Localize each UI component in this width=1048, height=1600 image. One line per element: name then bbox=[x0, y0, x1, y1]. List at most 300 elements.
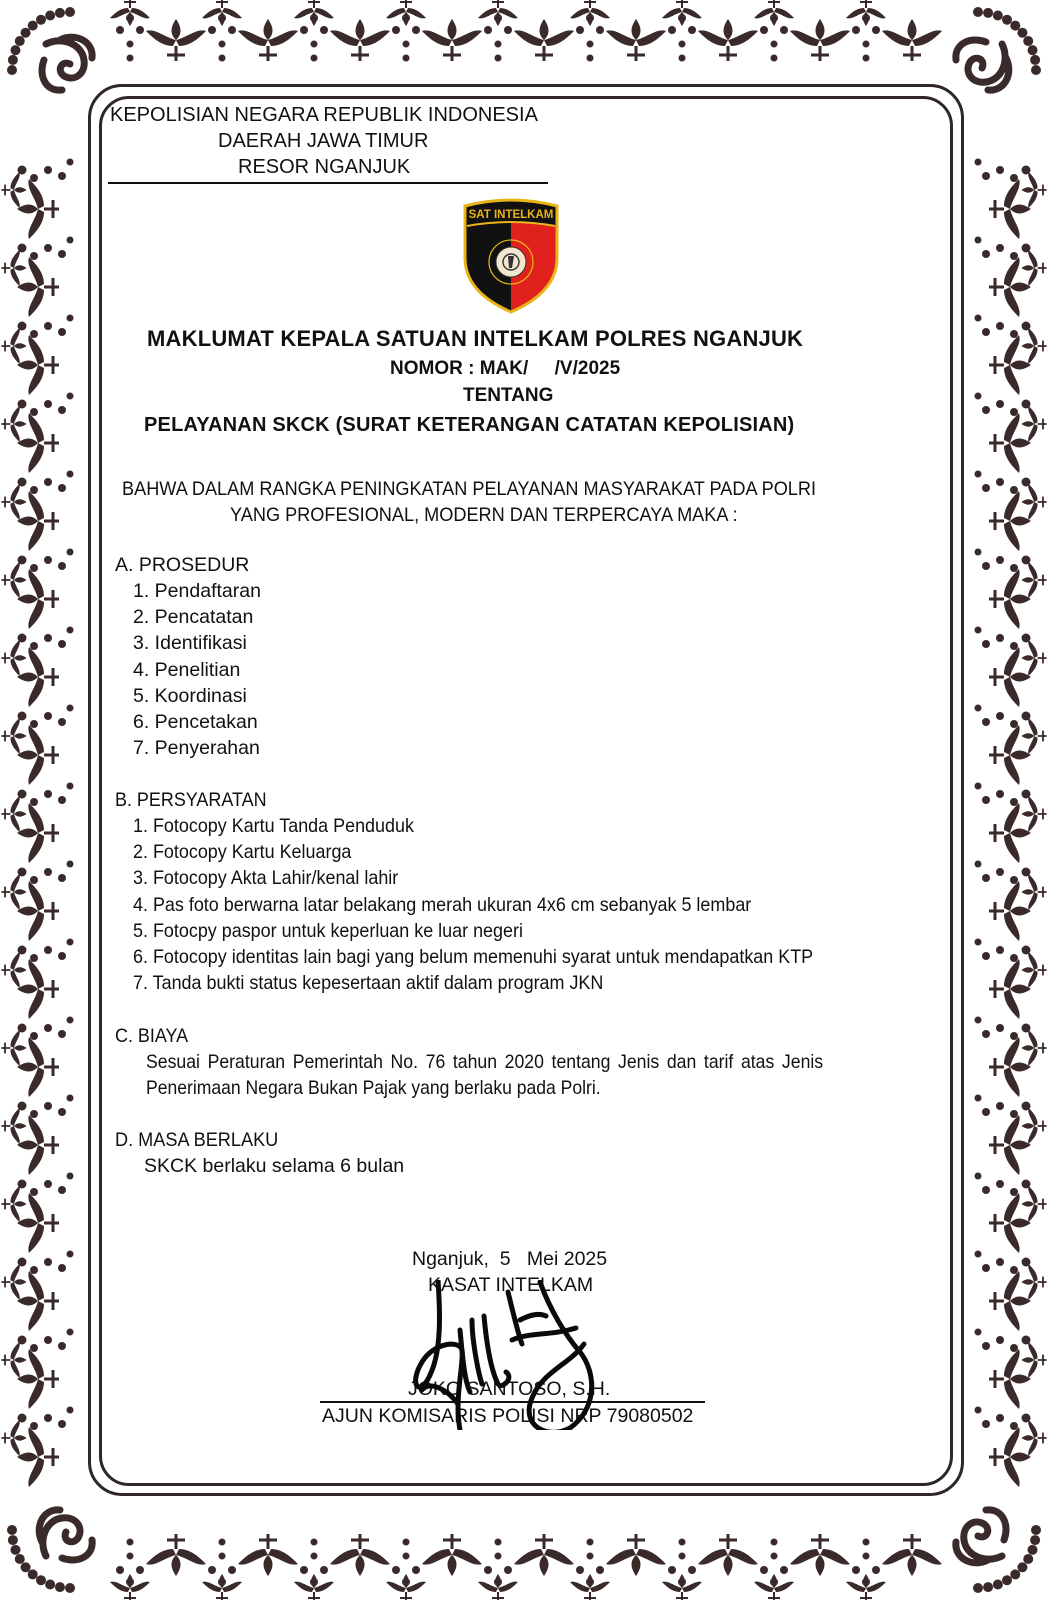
ornament-dot bbox=[596, 26, 604, 34]
list-item: 4. Penelitian bbox=[133, 658, 241, 681]
ornament-flourish-icon bbox=[989, 1193, 1031, 1253]
ornament-dot bbox=[576, 1566, 584, 1574]
ornament-dot bbox=[587, 55, 594, 62]
ornament-flourish-icon bbox=[662, 0, 702, 26]
ornament-flourish-icon bbox=[478, 1574, 518, 1600]
list-item: 6. Pencetakan bbox=[133, 711, 258, 734]
ornament-dot bbox=[403, 1539, 410, 1546]
list-item: 7. Penyerahan bbox=[133, 737, 260, 760]
ornament-flourish-icon bbox=[754, 0, 794, 26]
ornament-dot bbox=[975, 393, 982, 400]
ornament-flourish-icon bbox=[17, 725, 59, 785]
ornament-dot bbox=[982, 172, 990, 180]
ornament-dot bbox=[44, 322, 52, 330]
ornament-dot bbox=[58, 484, 66, 492]
logo-label: SAT INTELKAM bbox=[468, 209, 554, 221]
ornament-dot bbox=[58, 1186, 66, 1194]
ornament-dot bbox=[219, 1539, 226, 1546]
signatory-name: JOKO SANTOSO, S.H. bbox=[408, 1378, 611, 1400]
ornament-flourish-icon bbox=[1, 1342, 26, 1378]
ornament-dot bbox=[1010, 954, 1018, 962]
ornament-dot bbox=[67, 1329, 74, 1336]
ornament-flourish-icon bbox=[846, 1574, 886, 1600]
biaya-text-line-2: Penerimaan Negara Bukan Pajak yang berlaku pada Polri. bbox=[146, 1077, 601, 1099]
ornament-dot bbox=[44, 1102, 52, 1110]
ornament-dot bbox=[30, 486, 38, 494]
section-heading: C. BIAYA bbox=[115, 1025, 189, 1047]
ornament-flourish-icon bbox=[17, 1115, 59, 1175]
handwritten-signature bbox=[400, 1280, 630, 1430]
ornament-flourish-icon bbox=[1021, 1420, 1046, 1456]
ornament-dot bbox=[67, 1407, 74, 1414]
list-item: 3. Identifikasi bbox=[133, 632, 247, 655]
ornament-dot bbox=[58, 1108, 66, 1116]
ornament-flourish-icon bbox=[989, 179, 1031, 239]
ornament-dot bbox=[484, 26, 492, 34]
ornament-flourish-icon bbox=[478, 0, 518, 26]
ornament-dot bbox=[1031, 65, 1041, 75]
ornament-flourish-icon bbox=[514, 1534, 574, 1576]
ornament-flourish-icon bbox=[1, 1030, 26, 1066]
ornament-dot bbox=[30, 642, 38, 650]
letterhead-region: DAERAH JAWA TIMUR bbox=[218, 130, 429, 152]
ornament-dot bbox=[403, 1553, 410, 1560]
ornament-dot bbox=[30, 798, 38, 806]
letterhead-underline bbox=[108, 182, 548, 184]
ornament-dot bbox=[127, 55, 134, 62]
ornament-dot bbox=[975, 471, 982, 478]
ornament-dot bbox=[982, 640, 990, 648]
ornament-dot bbox=[412, 26, 420, 34]
ornament-flourish-icon bbox=[422, 19, 482, 61]
ornament-dot bbox=[1010, 21, 1020, 31]
ornament-flourish-icon bbox=[989, 491, 1031, 551]
ornament-dot bbox=[67, 315, 74, 322]
ornament-dot bbox=[1010, 564, 1018, 572]
ornament-dot bbox=[863, 41, 870, 48]
ornament-dot bbox=[44, 556, 52, 564]
ornament-dot bbox=[311, 41, 318, 48]
ornament-dot bbox=[975, 861, 982, 868]
ornament-flourish-icon bbox=[1, 1186, 26, 1222]
ornament-dot bbox=[30, 330, 38, 338]
ornament-dot bbox=[996, 478, 1004, 486]
ornament-flourish-icon bbox=[1, 874, 26, 910]
ornament-dot bbox=[45, 10, 55, 20]
ornament-flourish-icon bbox=[1021, 1186, 1046, 1222]
ornament-dot bbox=[44, 1414, 52, 1422]
ornament-dot bbox=[21, 28, 31, 38]
ornament-dot bbox=[975, 1017, 982, 1024]
ornament-flourish-icon bbox=[17, 1193, 59, 1253]
place-date: Nganjuk, 5 Mei 2025 bbox=[412, 1248, 608, 1270]
ornament-dot bbox=[58, 874, 66, 882]
ornament-dot bbox=[982, 1342, 990, 1350]
ornament-flourish-icon bbox=[1021, 874, 1046, 910]
ornament-dot bbox=[58, 562, 66, 570]
ornament-dot bbox=[983, 1582, 993, 1592]
ornament-flourish-icon bbox=[989, 1271, 1031, 1331]
ornament-dot bbox=[58, 406, 66, 414]
ornament-dot bbox=[760, 1566, 768, 1574]
ornament-dot bbox=[996, 790, 1004, 798]
ornament-dot bbox=[67, 939, 74, 946]
ornament-flourish-icon bbox=[1021, 796, 1046, 832]
ornament-flourish-icon bbox=[1021, 718, 1046, 754]
ornament-dot bbox=[44, 712, 52, 720]
ornament-flourish-icon bbox=[17, 647, 59, 707]
preamble-line-2: YANG PROFESIONAL, MODERN DAN TERPERCAYA MAKA : bbox=[230, 504, 738, 526]
ornament-flourish-icon bbox=[17, 569, 59, 629]
ornament-dot bbox=[975, 939, 982, 946]
prosedur-list bbox=[133, 578, 261, 761]
ornament-flourish-icon bbox=[790, 19, 850, 61]
ornament-flourish-icon bbox=[17, 959, 59, 1019]
ornament-dot bbox=[1002, 1575, 1012, 1585]
ornament-dot bbox=[1023, 36, 1033, 46]
ornament-dot bbox=[30, 174, 38, 182]
ornament-flourish-icon bbox=[882, 19, 942, 61]
ornament-dot bbox=[1010, 1110, 1018, 1118]
ornament-dot bbox=[10, 45, 20, 55]
ornament-flourish-icon bbox=[1, 1264, 26, 1300]
ornament-dot bbox=[1017, 28, 1027, 38]
ornament-dot bbox=[982, 952, 990, 960]
ornament-dot bbox=[852, 26, 860, 34]
ornament-dot bbox=[975, 159, 982, 166]
ornament-dot bbox=[688, 1566, 696, 1574]
ornament-flourish-icon bbox=[17, 881, 59, 941]
ornament-dot bbox=[679, 41, 686, 48]
section-heading: D. MASA BERLAKU bbox=[115, 1129, 279, 1151]
ornament-dot bbox=[504, 1566, 512, 1574]
ornament-dot bbox=[587, 1553, 594, 1560]
ornament-dot bbox=[44, 634, 52, 642]
ornament-flourish-icon bbox=[1, 250, 26, 286]
ornament-dot bbox=[996, 556, 1004, 564]
ornament-dot bbox=[58, 796, 66, 804]
ornament-dot bbox=[996, 1024, 1004, 1032]
list-item: 3. Fotocopy Akta Lahir/kenal lahir bbox=[133, 867, 399, 890]
ornament-dot bbox=[973, 1583, 983, 1593]
ornament-dot bbox=[58, 640, 66, 648]
ornament-dot bbox=[975, 549, 982, 556]
ornament-dot bbox=[495, 55, 502, 62]
ornament-flourish-icon bbox=[1021, 484, 1046, 520]
ornament-dot bbox=[58, 718, 66, 726]
ornament-flourish-icon bbox=[1021, 640, 1046, 676]
ornament-flourish-icon bbox=[17, 179, 59, 239]
ornament-dot bbox=[228, 26, 236, 34]
ornament-dot bbox=[982, 562, 990, 570]
ornament-dot bbox=[982, 250, 990, 258]
ornament-dot bbox=[771, 55, 778, 62]
ornament-dot bbox=[219, 41, 226, 48]
ornament-dot bbox=[44, 1180, 52, 1188]
ornament-flourish-icon bbox=[386, 0, 426, 26]
ornament-dot bbox=[28, 21, 38, 31]
ornament-flourish-icon bbox=[1021, 250, 1046, 286]
ornament-dot bbox=[15, 36, 25, 46]
list-item: 1. Fotocopy Kartu Tanda Penduduk bbox=[133, 815, 414, 837]
ornament-dot bbox=[1010, 1422, 1018, 1430]
ornament-dot bbox=[67, 1095, 74, 1102]
ornament-dot bbox=[219, 1553, 226, 1560]
ornament-flourish-icon bbox=[17, 1427, 59, 1487]
ornament-dot bbox=[1010, 1266, 1018, 1274]
ornament-dot bbox=[228, 1566, 236, 1574]
ornament-dot bbox=[982, 796, 990, 804]
ornament-dot bbox=[311, 1539, 318, 1546]
list-item: 5. Fotocpy paspor untuk keperluan ke luar negeri bbox=[133, 919, 523, 942]
list-item: 6. Fotocopy identitas lain bagi yang belum memenuhi syarat untuk mendapatkan KTP bbox=[133, 946, 814, 969]
ornament-dot bbox=[1010, 252, 1018, 260]
list-item: 2. Fotocopy Kartu Keluarga bbox=[133, 841, 352, 864]
ornament-dot bbox=[30, 408, 38, 416]
ornament-dot bbox=[587, 1539, 594, 1546]
ornament-dot bbox=[127, 1553, 134, 1560]
ornament-flourish-icon bbox=[146, 19, 206, 61]
ornament-dot bbox=[975, 1095, 982, 1102]
ornament-flourish-icon bbox=[1, 172, 26, 208]
document-number: NOMOR : MAK/ /V/2025 bbox=[390, 358, 621, 379]
ornament-dot bbox=[67, 549, 74, 556]
ornament-dot bbox=[771, 1539, 778, 1546]
ornament-dot bbox=[1028, 1545, 1038, 1555]
ornament-dot bbox=[1030, 1535, 1040, 1545]
ornament-dot bbox=[208, 26, 216, 34]
ornament-dot bbox=[982, 1264, 990, 1272]
ornament-dot bbox=[996, 712, 1004, 720]
ornament-flourish-icon bbox=[754, 1574, 794, 1600]
persyaratan-list bbox=[133, 813, 813, 996]
ornament-dot bbox=[10, 1545, 20, 1555]
ornament-dot bbox=[58, 1264, 66, 1272]
signatory-rank-nrp: AJUN KOMISARIS POLISI NRP 79080502 bbox=[322, 1405, 694, 1427]
ornament-flourish-icon bbox=[989, 1037, 1031, 1097]
ornament-dot bbox=[300, 26, 308, 34]
ornament-dot bbox=[311, 55, 318, 62]
ornament-dot bbox=[30, 252, 38, 260]
ornament-flourish-icon bbox=[1021, 952, 1046, 988]
ornament-flourish-icon bbox=[17, 1037, 59, 1097]
ornament-dot bbox=[58, 250, 66, 258]
ornament-dot bbox=[44, 166, 52, 174]
corner-scroll-icon bbox=[956, 1510, 1006, 1563]
ornament-dot bbox=[311, 1553, 318, 1560]
ornament-flourish-icon bbox=[110, 1574, 150, 1600]
ornament-dot bbox=[1002, 15, 1012, 25]
ornament-dot bbox=[975, 1407, 982, 1414]
ornament-dot bbox=[44, 790, 52, 798]
ornament-flourish-icon bbox=[1021, 406, 1046, 442]
ornament-dot bbox=[67, 705, 74, 712]
ornament-dot bbox=[982, 406, 990, 414]
ornament-dot bbox=[36, 1575, 46, 1585]
ornament-dot bbox=[993, 1580, 1003, 1590]
ornament-flourish-icon bbox=[989, 413, 1031, 473]
ornament-dot bbox=[44, 946, 52, 954]
ornament-dot bbox=[1017, 1562, 1027, 1572]
ornament-flourish-icon bbox=[1, 484, 26, 520]
ornament-dot bbox=[65, 1583, 75, 1593]
ornament-dot bbox=[219, 55, 226, 62]
ornament-dot bbox=[208, 1566, 216, 1574]
ornament-flourish-icon bbox=[238, 19, 298, 61]
ornament-dot bbox=[975, 315, 982, 322]
ornament-dot bbox=[1028, 45, 1038, 55]
ornament-dot bbox=[320, 1566, 328, 1574]
ornament-flourish-icon bbox=[1, 406, 26, 442]
ornament-dot bbox=[44, 1024, 52, 1032]
ornament-dot bbox=[688, 26, 696, 34]
ornament-flourish-icon bbox=[989, 803, 1031, 863]
ornament-dot bbox=[30, 954, 38, 962]
ornament-dot bbox=[67, 1017, 74, 1024]
ornament-dot bbox=[596, 1566, 604, 1574]
ornament-dot bbox=[982, 1108, 990, 1116]
list-item: 4. Pas foto berwarna latar belakang merah ukuran 4x6 cm sebanyak 5 lembar bbox=[133, 893, 752, 916]
ornament-flourish-icon bbox=[1021, 1030, 1046, 1066]
ornament-flourish-icon bbox=[294, 1574, 334, 1600]
ornament-dot bbox=[30, 564, 38, 572]
ornament-flourish-icon bbox=[606, 1534, 666, 1576]
ornament-flourish-icon bbox=[882, 1534, 942, 1576]
ornament-dot bbox=[996, 244, 1004, 252]
ornament-flourish-icon bbox=[386, 1574, 426, 1600]
biaya-text-line-1: Sesuai Peraturan Pemerintah No. 76 tahun 2020 tentang Jenis dan tarif atas Jenis bbox=[146, 1051, 824, 1073]
ornament-dot bbox=[760, 26, 768, 34]
corner-scroll-icon bbox=[956, 40, 1009, 90]
ornament-dot bbox=[44, 478, 52, 486]
preamble-line-1: BAHWA DALAM RANGKA PENINGKATAN PELAYANAN MASYARAKAT PADA POLRI bbox=[122, 478, 817, 500]
ornament-dot bbox=[771, 1553, 778, 1560]
ornament-dot bbox=[44, 1258, 52, 1266]
ornament-dot bbox=[996, 1102, 1004, 1110]
ornament-flourish-icon bbox=[202, 0, 242, 26]
ornament-dot bbox=[852, 1566, 860, 1574]
ornament-dot bbox=[975, 1173, 982, 1180]
ornament-flourish-icon bbox=[606, 19, 666, 61]
ornament-flourish-icon bbox=[17, 335, 59, 395]
ornament-dot bbox=[996, 634, 1004, 642]
ornament-dot bbox=[127, 41, 134, 48]
ornament-flourish-icon bbox=[146, 1534, 206, 1576]
letterhead-resort: RESOR NGANJUK bbox=[238, 156, 411, 178]
ornament-dot bbox=[780, 26, 788, 34]
ornament-dot bbox=[1010, 1344, 1018, 1352]
ornament-flourish-icon bbox=[1, 718, 26, 754]
ornament-dot bbox=[872, 1566, 880, 1574]
ornament-dot bbox=[1010, 1569, 1020, 1579]
ornament-dot bbox=[872, 26, 880, 34]
ornament-dot bbox=[67, 783, 74, 790]
ornament-dot bbox=[1030, 55, 1040, 65]
ornament-dot bbox=[993, 10, 1003, 20]
ornament-flourish-icon bbox=[989, 1115, 1031, 1175]
ornament-dot bbox=[45, 1580, 55, 1590]
ornament-flourish-icon bbox=[514, 19, 574, 61]
ornament-flourish-icon bbox=[989, 881, 1031, 941]
ornament-dot bbox=[30, 876, 38, 884]
ornament-flourish-icon bbox=[17, 413, 59, 473]
ornament-dot bbox=[996, 1180, 1004, 1188]
ornament-flourish-icon bbox=[989, 647, 1031, 707]
ornament-dot bbox=[58, 1420, 66, 1428]
ornament-dot bbox=[1010, 486, 1018, 494]
ornament-dot bbox=[67, 627, 74, 634]
ornament-dot bbox=[495, 1553, 502, 1560]
ornament-dot bbox=[58, 952, 66, 960]
list-item: 1. Pendaftaran bbox=[133, 580, 261, 602]
ornament-dot bbox=[982, 1186, 990, 1194]
ornament-dot bbox=[1023, 1554, 1033, 1564]
ornament-dot bbox=[403, 41, 410, 48]
ornament-dot bbox=[484, 1566, 492, 1574]
list-item: 2. Pencatatan bbox=[133, 606, 254, 629]
ornament-dot bbox=[44, 1336, 52, 1344]
document-subject: PELAYANAN SKCK (SURAT KETERANGAN CATATAN KEPOLISIAN) bbox=[144, 414, 795, 436]
document-title: MAKLUMAT KEPALA SATUAN INTELKAM POLRES NGANJUK bbox=[147, 326, 804, 351]
ornament-dot bbox=[576, 26, 584, 34]
ornament-dot bbox=[320, 26, 328, 34]
ornament-dot bbox=[996, 400, 1004, 408]
ornament-flourish-icon bbox=[989, 257, 1031, 317]
ornament-dot bbox=[1010, 642, 1018, 650]
ornament-dot bbox=[679, 1553, 686, 1560]
signatory-position: KASAT INTELKAM bbox=[428, 1274, 594, 1296]
ornament-dot bbox=[30, 1188, 38, 1196]
ornament-dot bbox=[58, 328, 66, 336]
ornament-flourish-icon bbox=[698, 1534, 758, 1576]
ornament-dot bbox=[1031, 1525, 1041, 1535]
ornament-dot bbox=[67, 159, 74, 166]
ornament-dot bbox=[1010, 408, 1018, 416]
ornament-dot bbox=[1010, 720, 1018, 728]
ornament-dot bbox=[996, 1336, 1004, 1344]
ornament-dot bbox=[975, 1251, 982, 1258]
ornament-flourish-icon bbox=[989, 1349, 1031, 1409]
ornament-flourish-icon bbox=[17, 491, 59, 551]
ornament-dot bbox=[495, 41, 502, 48]
ornament-dot bbox=[975, 1329, 982, 1336]
ornament-dot bbox=[1010, 876, 1018, 884]
section-heading: B. PERSYARATAN bbox=[115, 789, 267, 811]
sat-intelkam-logo bbox=[459, 196, 563, 314]
ornament-flourish-icon bbox=[989, 725, 1031, 785]
ornament-dot bbox=[668, 26, 676, 34]
ornament-dot bbox=[679, 1539, 686, 1546]
ornament-flourish-icon bbox=[1021, 1342, 1046, 1378]
ornament-flourish-icon bbox=[1021, 1264, 1046, 1300]
ornament-dot bbox=[44, 244, 52, 252]
ornament-dot bbox=[975, 237, 982, 244]
ornament-dot bbox=[996, 946, 1004, 954]
ornament-dot bbox=[30, 1344, 38, 1352]
ornament-dot bbox=[44, 400, 52, 408]
ornament-dot bbox=[127, 1539, 134, 1546]
ornament-flourish-icon bbox=[989, 569, 1031, 629]
ornament-dot bbox=[67, 1173, 74, 1180]
ornament-dot bbox=[975, 705, 982, 712]
ornament-dot bbox=[996, 868, 1004, 876]
ornament-dot bbox=[982, 1030, 990, 1038]
list-item: 7. Tanda bukti status kepesertaan aktif dalam program JKN bbox=[133, 972, 604, 995]
ornament-flourish-icon bbox=[1021, 172, 1046, 208]
ornament-dot bbox=[863, 55, 870, 62]
ornament-flourish-icon bbox=[17, 1349, 59, 1409]
ornament-dot bbox=[975, 783, 982, 790]
